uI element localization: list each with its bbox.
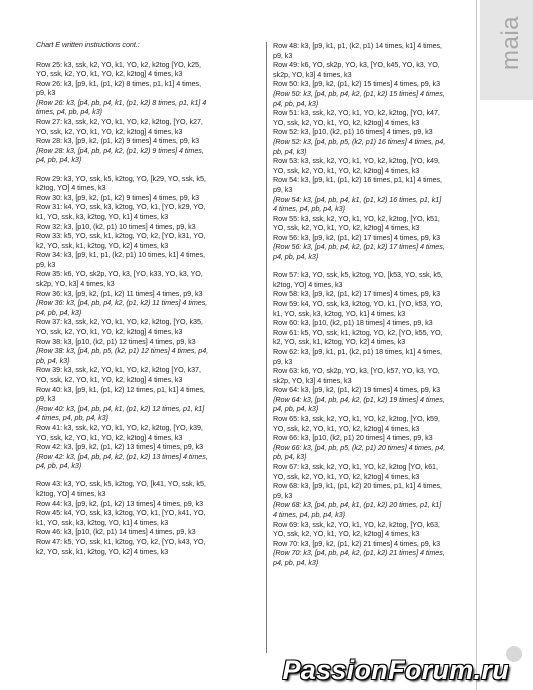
instruction-line: Row 40: k3, [p9, k1, (p1, k2) 12 times, p1, k1] 4 times,: [36, 384, 205, 394]
instruction-line: Row 35: k6, YO, sk2p, YO, k3, [YO, k33, YO, k3, YO,: [36, 269, 203, 279]
pattern-variant-line: p4, pb, p4, k3}: [36, 461, 82, 471]
instruction-line: Row 39: k3, ssk, k2, YO, k1, YO, k2, k2tog [YO, k37,: [36, 365, 201, 375]
pattern-variant-line: times, p4, pb, p4, k3}: [36, 107, 103, 117]
pattern-variant-line: {Row 52: k3, [p4, pb, p5, (k2, p1) 16 times] 4 times, p4,: [273, 136, 446, 146]
instruction-line: k2tog, YO] 4 times, k3: [36, 183, 106, 193]
instruction-line: k1, YO, ssk, k3, k2tog, YO, k1] 4 times, k3: [36, 211, 169, 221]
instruction-line: Row 44: k3, [p9, k2, (p1, k2) 13 times] 4 times, p9, k3: [36, 498, 204, 508]
instruction-line: k2, YO, ssk, k1, k2tog, YO, k2] 4 times, k3: [36, 546, 169, 556]
instruction-line: Row 45: k4, YO, ssk, k3, k2tog, YO, k1, [YO, k41, YO,: [36, 508, 206, 518]
instruction-line: Row 57: k3, YO, ssk, k5, k2tog, YO, [k53, YO, ssk, k5,: [273, 270, 443, 280]
instruction-line: Row 63: k6, YO, sk2p, YO, k3, [YO, k57, YO, k3, YO,: [273, 366, 440, 376]
instruction-line: YO, ssk, k2, YO, k1, YO, k2, k2tog] 4 times, k3: [273, 471, 420, 481]
instruction-line: p9, k3: [36, 394, 56, 404]
instruction-line: YO, ssk, k2, YO, k1, YO, k2, k2tog] 4 times, k3: [273, 165, 420, 175]
instruction-line: p9, k3: [273, 356, 293, 366]
instruction-line: Row 69: k3, ssk, k2, YO, k1, YO, k2, k2tog, [YO, k63,: [273, 519, 440, 529]
instruction-line: Row 27: k3, ssk, k2, YO, k1, YO, k2, k2tog, [YO, k27,: [36, 117, 203, 127]
pattern-variant-line: {Row 54: k3, [p4, pb, p4, k1, (p1, k2) 16 times, p1, k1]: [273, 194, 442, 204]
instruction-line: Row 38: k3, [p10, (k2, p1) 12 times] 4 times, p9, k3: [36, 336, 196, 346]
instruction-line: Row 42: k3, [p9, k2, (p1, k2) 13 times] 4 times, p9, k3: [36, 442, 204, 452]
right-column: [273, 41, 470, 568]
instruction-line: sk2p, YO, k3] 4 times, k3: [273, 375, 352, 385]
section-title: Chart E written instructions cont.:: [36, 40, 140, 49]
pattern-variant-line: {Row 70: k3, [p4, pb, p4, k2, (p1, k2) 21 times] 4 times,: [273, 548, 445, 558]
pattern-variant-line: 4 times, p4, pb, p4, k3}: [273, 204, 345, 214]
instruction-line: Row 66: k3, [p10, (k2, p1) 20 times] 4 times, p9, k3: [273, 433, 433, 443]
instruction-line: Row 62: k3, [p9, k1, p1, (k2, p1) 18 times, k1] 4 times,: [273, 346, 442, 356]
instruction-line: sk2p, YO, k3] 4 times, k3: [273, 69, 352, 79]
instruction-line: YO, ssk, k2, YO, k1, YO, k2, k2tog] 4 times, k3: [36, 69, 183, 79]
instruction-line: k2, YO, ssk, k1, k2tog, YO, k2] 4 times, k3: [273, 337, 406, 347]
instruction-line: k1, YO, ssk, k3, k2tog, YO, k1] 4 times, k3: [36, 517, 169, 527]
paragraph-gap: [273, 262, 470, 271]
instruction-line: p9, k3: [36, 88, 56, 98]
instruction-line: Row 60: k3, [p10, (k2, p1) 18 times] 4 times, p9, k3: [273, 318, 433, 328]
instruction-line: Row 53: k3, ssk, k2, YO, k1, YO, k2, k2tog, [YO, k49,: [273, 156, 440, 166]
instruction-line: YO, ssk, k2, YO, k1, YO, k2, k2tog] 4 times, k3: [273, 223, 420, 233]
instruction-line: p9, k3: [273, 50, 293, 60]
instruction-line: YO, ssk, k2, YO, k1, YO, k2, k2tog] 4 times, k3: [36, 126, 183, 136]
instruction-line: Row 59: k4, YO, ssk, k3, k2tog, YO, k1, [YO, k53, YO,: [273, 298, 443, 308]
instruction-line: Row 46: k3, [p10, (k2, p1) 14 times] 4 times, p9, k3: [36, 527, 196, 537]
instruction-line: Row 55: k3, ssk, k2, YO, k1, YO, k2, k2tog, [YO, k51,: [273, 213, 440, 223]
instruction-line: Row 29: k3, YO, ssk, k5, k2tog, YO, [k29, YO, ssk, k5,: [36, 173, 206, 183]
instruction-line: Row 28: k3, [p9, k2, (p1, k2) 9 times] 4 times, p9, k3: [36, 136, 200, 146]
instruction-line: Row 43: k3, YO, ssk, k5, k2tog, YO, [k41, YO, ssk, k5,: [36, 479, 206, 489]
instruction-line: Row 26: k3, [p9, k1, (p1, k2) 8 times, p1, k1] 4 times,: [36, 78, 202, 88]
instruction-line: k2, YO, ssk, k1, k2tog, YO, k2] 4 times, k3: [36, 240, 169, 250]
instruction-line: YO, ssk, k2, YO, k1, YO, k2, k2tog] 4 times, k3: [273, 529, 420, 539]
margin-rule: [476, 0, 477, 690]
pattern-variant-line: {Row 64: k3, [p4, pb, p4, k2, (p1, k2) 19 times] 4 times,: [273, 394, 445, 404]
pattern-variant-line: p4, pb, p4, k3}: [36, 155, 82, 165]
instruction-line: k1, YO, ssk, k3, k2tog, YO, k1] 4 times, k3: [273, 308, 406, 318]
instruction-line: YO, ssk, k2, YO, k1, YO, k2, k2tog] 4 times, k3: [36, 432, 183, 442]
instruction-line: Row 48: k3, [p9, k1, p1, (k2, p1) 14 times, k1] 4 times,: [273, 41, 442, 50]
column-divider: [266, 42, 267, 653]
instruction-line: Row 65: k3, ssk, k2, YO, k1, YO, k2, k2tog, [YO, k59,: [273, 414, 440, 424]
pattern-variant-line: p4, pb, p4, k3}: [36, 307, 82, 317]
instruction-line: p9, k3: [273, 184, 293, 194]
paragraph-gap: [36, 165, 262, 174]
paragraph-gap: [36, 471, 262, 480]
instruction-line: YO, ssk, k2, YO, k1, YO, k2, k2tog] 4 times, k3: [273, 423, 420, 433]
instruction-line: Row 30: k3, [p9, k2, (p1, k2) 9 times] 4 times, p9, k3: [36, 192, 200, 202]
instruction-line: YO, ssk, k2, YO, k1, YO, k2, k2tog] 4 times, k3: [36, 327, 183, 337]
pattern-variant-line: pb, p4, k3}: [273, 146, 307, 156]
instruction-line: p9, k3: [273, 490, 293, 500]
instruction-line: Row 61: k5, YO, ssk, k1, k2tog, YO, k2, [YO, k55, YO,: [273, 327, 443, 337]
instruction-line: Row 37: k3, ssk, k2, YO, k1, YO, k2, k2tog, [YO, k35,: [36, 317, 203, 327]
instruction-line: YO, ssk, k2, YO, k1, YO, k2, k2tog] 4 times, k3: [36, 375, 183, 384]
pattern-variant-line: 4 times, p4, pb, p4, k3}: [36, 413, 108, 423]
instruction-line: p9, k3: [36, 259, 56, 269]
pattern-variant-line: pb, p4, k3}: [36, 355, 70, 365]
instruction-line: Row 54: k3, [p9, k1, (p1, k2) 16 times, p1, k1] 4 times,: [273, 175, 442, 185]
pattern-variant-line: {Row 42: k3, [p4, pb, p4, k2, (p1, k2) 13 times] 4 times,: [36, 451, 208, 461]
pattern-variant-line: {Row 50: k3, [p4, pb, p4, k2, (p1, k2) 15 times] 4 times,: [273, 88, 445, 98]
instruction-line: Row 67: k3, ssk, k2, YO, k1, YO, k2, k2tog [YO, k61,: [273, 462, 438, 472]
pattern-variant-line: {Row 66: k3, [p4, pb, p5, (k2, p1) 20 times] 4 times, p4,: [273, 442, 446, 452]
instruction-line: Row 33: k5, YO, ssk, k1, k2tog, YO, k2, [YO, k31, YO,: [36, 231, 206, 241]
instruction-line: Row 36: k3, [p9, k2, (p1, k2) 11 times] 4 times, p9, k3: [36, 288, 203, 298]
instruction-line: Row 41: k3, ssk, k2, YO, k1, YO, k2, k2tog, [YO, k39,: [36, 422, 203, 432]
instruction-line: Row 47: k5, YO, ssk, k1, k2tog, YO, k2, [YO, k43, YO,: [36, 537, 206, 546]
instruction-line: Row 58: k3, [p9, k2, (p1, k2) 17 times] 4 times, p9, k3: [273, 289, 441, 299]
pattern-variant-line: p4, pb, p4, k3}: [273, 252, 319, 262]
instruction-line: Row 32: k3, [p10, (k2, p1) 10 times] 4 times, p9, k3: [36, 221, 196, 231]
instruction-line: Row 52: k3, [p10, (k2, p1) 16 times] 4 times, p9, k3: [273, 127, 433, 137]
instruction-line: Row 25: k3, ssk, k2, YO, k1, YO, k2, k2tog [YO, k25,: [36, 59, 201, 69]
brand-logo: maia: [497, 15, 524, 70]
instruction-line: Row 34: k3, [p9, k1, p1, (k2, p1) 10 times, k1] 4 times,: [36, 250, 205, 260]
pattern-variant-line: {Row 40: k3, [p4, pb, p4, k1, (p1, k2) 12 times, p1, k1]: [36, 403, 205, 413]
pattern-variant-line: pb, p4, k3}: [273, 452, 307, 462]
left-column: [36, 40, 262, 556]
pattern-variant-line: {Row 36: k3, [p4, pb, p4, k2, (p1, k2) 11 times] 4 times,: [36, 298, 208, 308]
instruction-line: sk2p, YO, k3] 4 times, k3: [36, 279, 115, 289]
pattern-variant-line: p4, pb, p4, k3}: [273, 557, 319, 567]
pattern-variant-line: {Row 38: k3, [p4, pb, p5, (k2, p1) 12 times] 4 times, p4,: [36, 346, 209, 356]
instruction-line: Row 51: k3, ssk, k2, YO, k1, YO, k2, k2tog, [YO, k47,: [273, 108, 440, 118]
instruction-line: Row 68: k3, [p9, k1, (p1, k2) 20 times, p1, k1] 4 times,: [273, 481, 442, 491]
instruction-line: Row 56: k3, [p9, k2, (p1, k2) 17 times] 4 times, p9, k3: [273, 232, 441, 242]
instruction-line: Row 31: k4, YO, ssk, k3, k2tog, YO, k1, [YO, k29, YO,: [36, 202, 206, 212]
watermark: PassionForum.ru: [282, 655, 509, 685]
instruction-line: k2tog, YO] 4 times, k3: [273, 279, 343, 289]
pattern-variant-line: {Row 26: k3, [p4, pb, p4, k1, (p1, k2) 8 times, p1, k1] 4: [36, 97, 207, 107]
instruction-line: YO, ssk, k2, YO, k1, YO, k2, k2tog] 4 times, k3: [273, 117, 420, 127]
pattern-variant-line: {Row 56: k3, [p4, pb, p4, k2, (p1, k2) 17 times] 4 times,: [273, 242, 445, 252]
instruction-line: Row 70: k3, [p9, k2, (p1, k2) 21 times] 4 times, p9, k3: [273, 538, 441, 548]
instruction-line: Row 64: k3, [p9, k2, (p1, k2) 19 times] 4 times, p9, k3: [273, 385, 441, 395]
pattern-variant-line: {Row 28: k3, [p4, pb, p4, k2, (p1, k2) 9 times] 4 times,: [36, 145, 204, 155]
pattern-variant-line: 4 times, p4, pb, p4, k3}: [273, 510, 345, 519]
pattern-variant-line: {Row 68: k3, [p4, pb, p4, k1, (p1, k2) 20 times, p1, k1]: [273, 500, 442, 510]
instruction-line: Row 50: k3, [p9, k2, (p1, k2) 15 times] 4 times, p9, k3: [273, 79, 441, 89]
pattern-variant-line: p4, pb, p4, k3}: [273, 404, 319, 414]
instruction-line: Row 49: k6, YO, sk2p, YO, k3, [YO, k45, YO, k3, YO,: [273, 60, 440, 70]
pattern-variant-line: p4, pb, p4, k3}: [273, 98, 319, 108]
instruction-line: k2tog, YO] 4 times, k3: [36, 489, 106, 499]
